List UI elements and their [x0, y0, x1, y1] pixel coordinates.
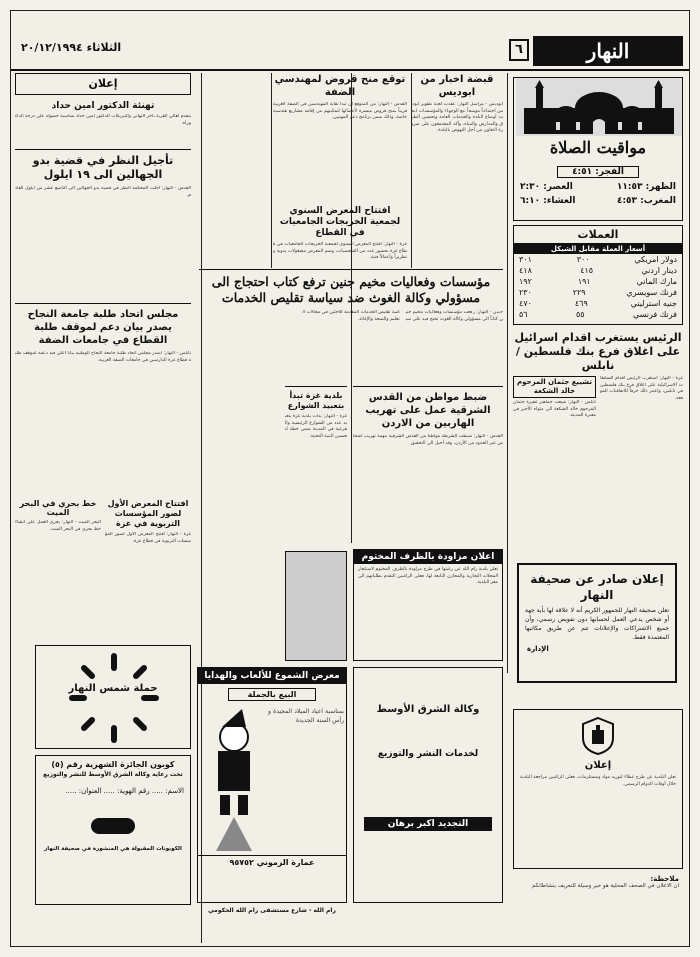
- article-body: غزة - النهار: افتتح المعرض الأول لصور المؤسسات التربوية في قطاع غزة.: [105, 532, 191, 544]
- currency-row: [514, 298, 682, 309]
- currency-name: فرنك سويسري: [626, 288, 677, 297]
- article-body: نابلس - النهار: أصدر مجلس اتحاد طلبة جامعة النجاح الوطنية بياناً أعلن فيه دعمه لموقف طلبة قطاع غزة الدارسين في جامعات الضفة الغربية.: [15, 351, 191, 363]
- issue-date: الثلاثاء ٢٠/١٢/١٩٩٤: [21, 41, 122, 54]
- agency-ad-box: [353, 667, 503, 903]
- currency-buy: ٣٠٠: [576, 255, 590, 264]
- article-body: القدس - النهار: ضبطت الشرطة مواطناً من القدس الشرقية بتهمة تهريب أشخاص عبر الحدود من الأردن، وقد أحيل الى التحقيق.: [353, 434, 503, 446]
- article-body: القدس - النهار: أجلت المحكمة النظر في قضية بدو الجهالين الى التاسع عشر من ايلول القادم.: [15, 186, 191, 198]
- article-body: غزة - النهار: بدأت بلدية غزة بتعبيد عدد من الشوارع الرئيسية والفرعية في المدينة ضمن خطة لتحسين البنية التحتية.: [285, 414, 347, 439]
- currency-buy: ٤٦٩: [574, 299, 588, 308]
- announcement-label: إعلان: [15, 73, 191, 95]
- article-title: مؤسسات وفعاليات مخيم جنين ترفع كتاب احتجاج الى مسؤولي وكالة الغوث ضد سياسة تقليص الخدمات: [211, 274, 491, 305]
- santa-icon: [202, 705, 266, 855]
- toys-address: رام الله - شارع مستشفى رام الله الحكومي: [208, 907, 336, 914]
- column-rule: [271, 73, 272, 268]
- article-jenin: [199, 269, 503, 368]
- currency-name: فرنك فرنسي: [632, 310, 677, 319]
- column-rule: [507, 73, 508, 673]
- toys-body: بمناسبة اعياد الميلاد المجيدة ورأس السنة الجديدة: [268, 708, 344, 724]
- congrats-box: [15, 101, 191, 150]
- article-title: خط بحري في البحر الميت: [19, 499, 97, 517]
- currency-row: [514, 287, 682, 298]
- article-najah: [15, 303, 191, 511]
- tender-box: [353, 549, 503, 661]
- currency-sell: ١٩٢: [519, 277, 532, 286]
- currency-box: [513, 225, 683, 325]
- currency-subheading: أسعار العملة مقابل الشيكل: [514, 244, 682, 254]
- article-body: البحر الميت - النهار: يجري العمل على انشاء خط بحري في البحر الميت.: [15, 520, 101, 532]
- currency-sell: ٥٦: [519, 310, 528, 319]
- currency-sell: ٤١٨: [519, 266, 532, 275]
- municipal-ad-box: [513, 709, 683, 869]
- sun-icon: [38, 648, 190, 748]
- currency-sell: ٣٠١: [519, 255, 532, 264]
- coupon-title: كوبون الجائزة الشهرية رقم (٥): [51, 760, 175, 769]
- currency-table: [514, 254, 682, 320]
- mosque-illustration: [514, 78, 682, 136]
- article-exhibition: [105, 499, 191, 612]
- currency-buy: ١٩١: [577, 277, 591, 286]
- currency-sell: ٤٧٠: [519, 299, 532, 308]
- currency-buy: ٤١٥: [580, 266, 594, 275]
- tender-title: اعلان مزاودة بالظرف المختوم: [354, 550, 502, 564]
- mosque-icon: [516, 78, 682, 136]
- notes-heading: ملاحظة:: [650, 875, 679, 883]
- prayer-row: [514, 180, 682, 194]
- page-number: ٦: [509, 39, 529, 61]
- agency-sub: لخدمات النشر والتوزيع: [377, 749, 479, 759]
- asr-time: العصر: ٢:٣٠: [520, 182, 573, 192]
- ad-body: تعلن البلدية عن طرح عطاء لتوريد مواد ومستلزمات، فعلى الراغبين مراجعة البلدية خلال أوقات الدوام الرسمي.: [520, 775, 676, 787]
- prayer-row: [514, 194, 682, 208]
- article-title: ضبط مواطن من القدس الشرقية عمل على تهريب الهاربين من الاردن: [365, 392, 491, 429]
- coupon-fields: الاسم: ..... رقم الهوية: ..... العنوان: .....: [65, 787, 184, 795]
- ad-body: تعلن صحيفة النهار للجمهور الكريم أنه لا علاقة لها بأية جهة أو شخص يدعي العمل لحسابها دون تفويض رسمي، وأن جميع الاشتراكات والإعلانات تتم عن طريق مكاتبها المعتمدة فقط.: [525, 607, 669, 641]
- article-deadsea: [15, 499, 101, 610]
- paper-ad-box: [517, 563, 677, 683]
- coupon-box: [35, 755, 191, 905]
- article-abudis: [411, 73, 503, 274]
- currency-row: [514, 254, 682, 265]
- article-president: [513, 331, 683, 480]
- article-title: بلدية غزة تبدأ بتعبيد الشوارع: [287, 391, 345, 410]
- coupon-note: الكوبونات المقبولة هي المنشورة في صحيفة النهار: [44, 846, 182, 852]
- currency-row: [514, 309, 682, 320]
- municipal-emblem-icon: [581, 716, 615, 756]
- article-title: الرئيس يستغرب اقدام اسرائيل على اغلاق فرع بنك فلسطين / نابلس: [514, 331, 682, 372]
- newspaper-page: [10, 10, 690, 947]
- article-gaza-roads: [285, 386, 347, 534]
- ad-label: إعلان: [584, 760, 612, 771]
- toys-footer: عمارة الرموني ٩٥٧٥٢: [198, 855, 346, 867]
- small-ad-box: [285, 551, 347, 661]
- campaign-title: حملة شمس النهار: [68, 683, 158, 694]
- currency-name: دولار امريكي: [634, 255, 677, 264]
- currency-buy: ٢٢٩: [572, 288, 586, 297]
- congrats-title: تهنئة الدكتور امين حداد: [51, 101, 155, 111]
- article-title: توقع منح قروض لمهندسي الضفة: [274, 74, 406, 98]
- article-body: جنين - النهار: رفعت مؤسسات وفعاليات مخيم جنين كتاباً الى مسؤولي وكالة الغوث تحتج فيه على سياسة تقليص الخدمات المقدمة للاجئين في مجالات التعليم والصحة والإغاثة.: [302, 310, 503, 322]
- article-body: ابوديس - مراسل النهار: عقدت لجنة تطوير ابوديس اجتماعاً موسعاً مع الوجهاء والمؤسسات لبحث أوضاع البلدة والخدمات العامة وتحسين الطرق والمدارس والمياه، وأكد المجتمعون على ضرورة التعاون من أجل النهوض بالبلدة.: [411, 102, 503, 133]
- article-body: نابلس - النهار: شيعت جماهير غفيرة جثمان المرحوم خالد الشكعة الى مثواه الأخير في مقبرة المدينة.: [513, 400, 596, 418]
- notes: [513, 875, 679, 923]
- toys-slogan: البيع بالجملة: [228, 688, 316, 701]
- currency-name: مارك الماني: [636, 277, 677, 286]
- prayer-heading: مواقيت الصلاة: [549, 138, 647, 157]
- congrats-body: يتقدم أهالي القرية بأحر التهاني والتبريكات للدكتور امين حداد بمناسبة حصوله على درجة الدكتوراه.: [15, 114, 191, 126]
- agency-slogan: التجديد اكبر برهان: [364, 817, 492, 831]
- paper-logo: النهار: [533, 36, 683, 66]
- article-title: افتتاح المعرض الأول لصور المؤسسات التربوية في غزة: [107, 499, 189, 528]
- article-engineers: [273, 73, 407, 284]
- article-title: قبضة اخبار من ابوديس: [420, 74, 494, 98]
- currency-row: [514, 276, 682, 287]
- currency-buy: ٥٥: [575, 310, 585, 319]
- isha-time: العشاء: ٦:١٠: [520, 196, 576, 206]
- article-body: القدس - النهار: من المتوقع ان تبدأ نقابة المهندسين في الضفة الغربية قريباً بمنح قروض ميسرة لأعضائها لتمكينهم من إقامة مشاريع هندسية خاصة، وذلك ضمن برنامج دعم المهنيين.: [273, 102, 407, 120]
- masthead: [10, 33, 689, 71]
- coupon-badge: [91, 818, 135, 834]
- prayer-times-box: [513, 77, 683, 221]
- article-title: تشييع جثمان المرحوم خالد الشكعة: [513, 376, 596, 398]
- ad-title: إعلان صادر عن صحيفة النهار: [530, 572, 664, 602]
- tender-body: تعلن بلدية رام الله عن رغبتها في طرح مزاودة بالظرف المختوم لاستئجار المحلات التجارية والمخازن التابعة لها، فعلى الراغبين التقدم بطلباتهم الى مقر البلدية.: [358, 567, 498, 585]
- article-title: تأجيل النظر في قضية بدو الجهالين الى ١٩ ايلول: [32, 154, 174, 181]
- article-body: غزة - النهار: افتتح المعرض السنوي لجمعية الخريجات الجامعيات في قطاع غزة بحضور عدد من الشخصيات، وضم المعرض مشغولات يدوية وتطريزاً وأعمالاً فنية.: [273, 242, 407, 260]
- currency-name: دينار اردني: [641, 266, 677, 275]
- article-title: مجلس اتحاد طلبة جامعة النجاح يصدر بيان دعم لموقف طلبة القطاع في جامعات الضفة: [27, 309, 179, 346]
- currency-name: جنيه استرليني: [630, 299, 677, 308]
- toys-title: معرض الشموع للألعاب والهدايا: [198, 668, 346, 684]
- ad-signature: الإدارة: [527, 645, 549, 653]
- article-title: افتتاح المعرض السنوي لجمعية الخريجات الجامعيات في القطاع: [279, 206, 401, 238]
- notes-body: ان الاعلان في الصحف المحلية هو خير وسيلة للتعريف بنشاطاتكم: [531, 883, 679, 889]
- maghrib-time: المغرب: ٤:٥٣: [616, 196, 676, 206]
- toys-ad-box: [197, 667, 347, 903]
- article-jahalin: [15, 149, 191, 296]
- article-body: غزة - النهار: استغرب الرئيس اقدام السلطات الاسرائيلية على اغلاق فرع بنك فلسطين في نابلس، واعتبر ذلك خرقاً للاتفاقيات الموقعة.: [600, 376, 683, 401]
- coupon-line: تحت رعاية وكالة الشرق الأوسط للنشر والتوزيع: [43, 771, 183, 778]
- dhuhr-time: الظهر: ١١:٥٣: [616, 182, 676, 192]
- fajr-time: الفجر: ٤:٥١: [557, 166, 639, 178]
- campaign-box: [35, 645, 191, 749]
- currency-sell: ٢٣٠: [519, 288, 532, 297]
- currency-row: [514, 265, 682, 276]
- agency-name: وكالة الشرق الأوسط: [376, 704, 480, 715]
- currency-heading: العملات: [514, 226, 682, 244]
- article-smuggler: [353, 386, 503, 554]
